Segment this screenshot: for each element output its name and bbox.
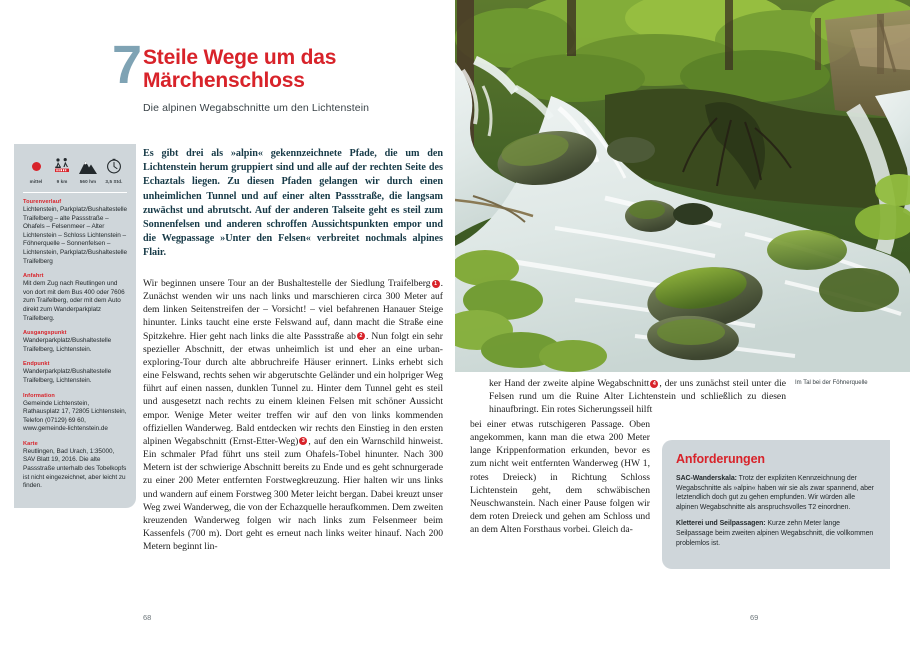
- fact-duration: [101, 154, 127, 184]
- body-text-segment: . Nun folgt ein sehr spezieller Abschnitt, der etwas unheimlich ist und eher an eine urban-exploring-Tour durch alte abbruchreife Häuser erinnert. Links erhebt sich eine Felswand, rechts sehen wir abgerutschte Geländer und ein holpriger Weg führt auf einen nassen, dunklen Tunnel zu. Hinter dem Tunnel geht es steil und ausgesetzt nach rechts zu einem kleinen Felsen mit schöner Aussicht empor. Wenige Meter weiter treffen wir auf den von links kommenden offiziellen Wanderweg. Bald entdecken wir rechts den Einstieg in den ersten alpinen Wegabschnitt (Ernst-Etter-Weg): [143, 330, 443, 447]
- waypoint-marker-1: 1: [432, 280, 440, 288]
- body-column-right-bottom: bei einer etwas rutschigeren Passage. Oben angekommen, kann man die etwa 200 Meter lange Krippenformation erkunden, bevor es zum nicht weit entfernten Wanderweg (HW 1, rotes Dreieck) in Richtung Schloss Lichtenstein geht, dem schwäbischen Neuschwanstein. Nach einer Pause folgen wir dem roten Dreieck und gehen am Schloss und an dem Alten Forsthaus vorbei. Gleich da-: [470, 419, 650, 536]
- sidebar-text: Wanderparkplatz/Bushaltestelle Traifelberg, Lichtenstein.: [23, 337, 112, 353]
- fact-elevation: [75, 154, 101, 184]
- requirements-box: [662, 440, 890, 569]
- folio-left: 68: [143, 613, 152, 622]
- mountain-icon: [75, 154, 101, 176]
- tour-facts-row: [23, 152, 127, 193]
- sidebar-block-karte: [23, 441, 127, 491]
- fact-distance: [49, 154, 75, 184]
- body-text-segment: Wir beginnen unsere Tour an der Bushaltestelle der Siedlung Traifelberg: [143, 278, 431, 289]
- fact-duration-label: 3,5 Std.: [105, 179, 123, 184]
- sidebar-text: Mit dem Zug nach Reutlingen und von dort mit dem Bus 400 oder 7606 zum Traifelberg, oder mit dem Auto direkt zum Wanderparkplatz Traifelberg.: [23, 280, 125, 322]
- page-title: Steile Wege um das Märchenschloss: [143, 46, 337, 92]
- difficulty-dot-icon: [23, 154, 49, 176]
- sidebar-block-information: [23, 393, 127, 434]
- fact-difficulty: [23, 154, 49, 184]
- page-subtitle: Die alpinen Wegabschnitte um den Lichtenstein: [143, 102, 370, 114]
- sidebar-text: Lichtenstein, Parkplatz/Bushaltestelle Traifelberg – alte Passstraße – Ohafels – Felsenmeer – Alter Lichtenstein – Schloss Lichtenstein – Föhnerquelle – Sonnenfelsen – Lichtenstein, Parkplatz/Bushaltestelle Traifelberg: [23, 206, 127, 265]
- body-column-right-top: [489, 377, 786, 416]
- body-text-segment: , der uns zunächst steil unter die Felsen rund um die Ruine Alter Lichtenstein und schließlich zu diesen hinaufbringt. Ein rotes Sicherungsseil hilft: [489, 378, 786, 416]
- clock-icon: [101, 154, 127, 176]
- sidebar-text: Reutlingen, Bad Urach, 1:35000, SAV Blatt 19, 2016. Die alte Passstraße unterhalb des Tobelkopfs ist nicht eingezeichnet, aber leicht zu finden.: [23, 447, 127, 490]
- photo-caption: Im Tal bei der Föhnerquelle: [795, 380, 868, 386]
- chapter-number: 7: [112, 35, 143, 95]
- sidebar-heading: Tourenverlauf: [23, 199, 62, 205]
- requirement-label: SAC-Wanderskala:: [676, 475, 737, 482]
- fact-distance-label: 9 km: [56, 179, 68, 184]
- requirement-item-sac: [676, 474, 876, 512]
- sidebar-text: Wanderparkplatz/Bushaltestelle Traifelberg, Lichtenstein.: [23, 368, 112, 384]
- waypoint-marker-3: 3: [299, 437, 307, 445]
- sidebar-block-ausgangspunkt: [23, 330, 127, 354]
- sidebar-heading: Anfahrt: [23, 273, 44, 280]
- sidebar-heading: Ausgangspunkt: [23, 330, 67, 337]
- fact-elevation-label: 560 hm: [79, 179, 97, 184]
- requirement-label: Kletterei und Seilpassagen:: [676, 520, 766, 528]
- requirement-text: Trotz der expliziten Kennzeichnung der Wegabschnitte als »alpin« haben wir sie als zwar spannend, aber letztendlich doch gut zu gehen empfunden. Wir würden alle alpinen Wegabschnitte als anspruchsvolles T2 einordnen.: [676, 475, 874, 511]
- folio-right: 69: [750, 613, 759, 622]
- sidebar-block-anfahrt: [23, 273, 127, 323]
- tour-info-sidebar: [14, 144, 136, 508]
- requirement-text: Kurze zehn Meter lange Seilpassage beim zweiten alpinen Wegabschnitt, die vollkommen problemlos ist.: [676, 520, 874, 547]
- waypoint-marker-2: 2: [357, 332, 365, 340]
- body-text-segment: ker Hand der zweite alpine Wegabschnitt: [489, 378, 650, 389]
- hikers-icon: [49, 154, 75, 176]
- mountain-stream-photo: [455, 0, 910, 372]
- sidebar-block-tourenverlauf: [23, 199, 127, 266]
- fact-difficulty-label: mittel: [29, 179, 43, 184]
- sidebar-heading: Karte: [23, 440, 38, 447]
- sidebar-heading: Information: [23, 392, 55, 399]
- waypoint-marker-4: 4: [650, 380, 658, 388]
- body-text-segment: . Zunächst wenden wir uns nach links und marschieren circa 300 Meter auf dem linken Seitenstreifen der – Vorsicht! – viel befahrenen Hanauer Steige hinunter. Links taucht eine erste Felswand auf, dann macht die Straße eine Spitzkehre. Hier geht nach links die alte Passstraße ab: [143, 278, 443, 342]
- sidebar-heading: Endpunkt: [23, 361, 50, 368]
- requirement-item-kletterei: [676, 519, 876, 548]
- sidebar-block-endpunkt: [23, 361, 127, 385]
- requirements-title: Anforderungen: [676, 452, 765, 466]
- body-column-left: [143, 277, 443, 553]
- lead-paragraph: Es gibt drei als »alpin« gekennzeichnete Pfade, die um den Lichtenstein herum gruppiert sind und alle auf der rechten Seite des Echaztals liegen. Zu diesen Pfaden gelangen wir durch einen unheimlichen Tunnel und auf einer alten Passstraße, die langsam zuwächst und abrutscht. Auf der anderen Talseite geht es steil zum Sonnenfelsen und anderen schroffen Aussichtspunkten empor und die Wegpassage »Unter den Felsen« verbreitet nochmals alpines Flair.: [143, 148, 443, 259]
- body-text-segment: , auf den ein Warnschild hinweist. Ein schmaler Pfad führt uns steil zum Ohafels-Tobel hinunter. Nach 300 Metern ist der schwierige Abschnitt bereits zu Ende und es geht schnurgerade zu einer 200 Meter entfernten Forstwegkreuzung. Hier halten wir uns links und wandern auf einem Forstweg 300 Meter leicht bergan. Dabei kreuzt unser Weg zwei Wanderweg, die von der Echazquelle heraufkommen. Dem zweiten kreuzenden Wanderweg folgen wir nach links zum Felsenmeer beim Kassenfels (700 m). Dort geht es erneut nach links weiter hinauf. Nach 200 Metern beginnt lin-: [143, 435, 443, 553]
- sidebar-text: Gemeinde Lichtenstein, Rathausplatz 17, 72805 Lichtenstein, Telefon (07129) 69 60, www.gemeinde-lichtenstein.de: [23, 399, 127, 433]
